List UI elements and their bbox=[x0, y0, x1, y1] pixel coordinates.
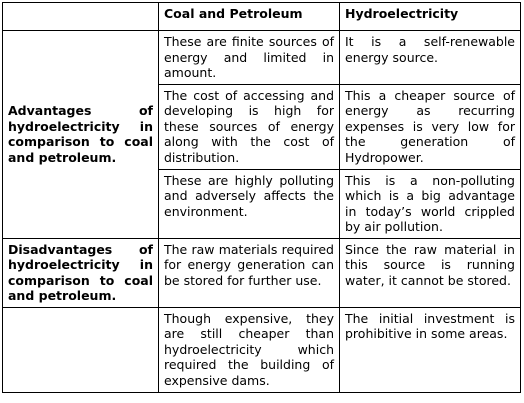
hydro-cell: Since the raw material in this source is running water, it cannot be stored. bbox=[340, 238, 521, 307]
coal-cell: These are highly polluting and adversely affects the environment. bbox=[159, 169, 340, 238]
header-blank-cell bbox=[3, 3, 159, 31]
table-row bbox=[3, 238, 521, 307]
hydro-cell: The initial investment is prohibitive in some areas. bbox=[340, 307, 521, 392]
table-row bbox=[3, 31, 521, 85]
comparison-table bbox=[2, 2, 521, 393]
header-row bbox=[3, 3, 521, 31]
header-coal-petroleum: Coal and Petroleum bbox=[159, 3, 340, 31]
hydro-cell: This a cheaper source of energy as recurring expenses is very low for the generation of Hydropower. bbox=[340, 84, 521, 169]
table-row bbox=[3, 307, 521, 392]
coal-cell: The cost of accessing and developing is high for these sources of energy along with the cost of distribution. bbox=[159, 84, 340, 169]
coal-cell: Though expensive, they are still cheaper than hydroelectricity which required the building of expensive dams. bbox=[159, 307, 340, 392]
empty-label-cell bbox=[3, 307, 159, 392]
hydro-cell: It is a self-renewable energy source. bbox=[340, 31, 521, 85]
advantages-row-label: Advantages of hydroelectricity in comparison to coal and petroleum. bbox=[3, 31, 159, 239]
hydro-cell: This is a non-polluting which is a big advantage in today’s world crippled by air pollution. bbox=[340, 169, 521, 238]
coal-cell: The raw materials required for energy generation can be stored for further use. bbox=[159, 238, 340, 307]
disadvantages-row-label: Disadvantages of hydroelectricity in comparison to coal and petroleum. bbox=[3, 238, 159, 307]
coal-cell: These are finite sources of energy and limited in amount. bbox=[159, 31, 340, 85]
header-hydroelectricity: Hydroelectricity bbox=[340, 3, 521, 31]
